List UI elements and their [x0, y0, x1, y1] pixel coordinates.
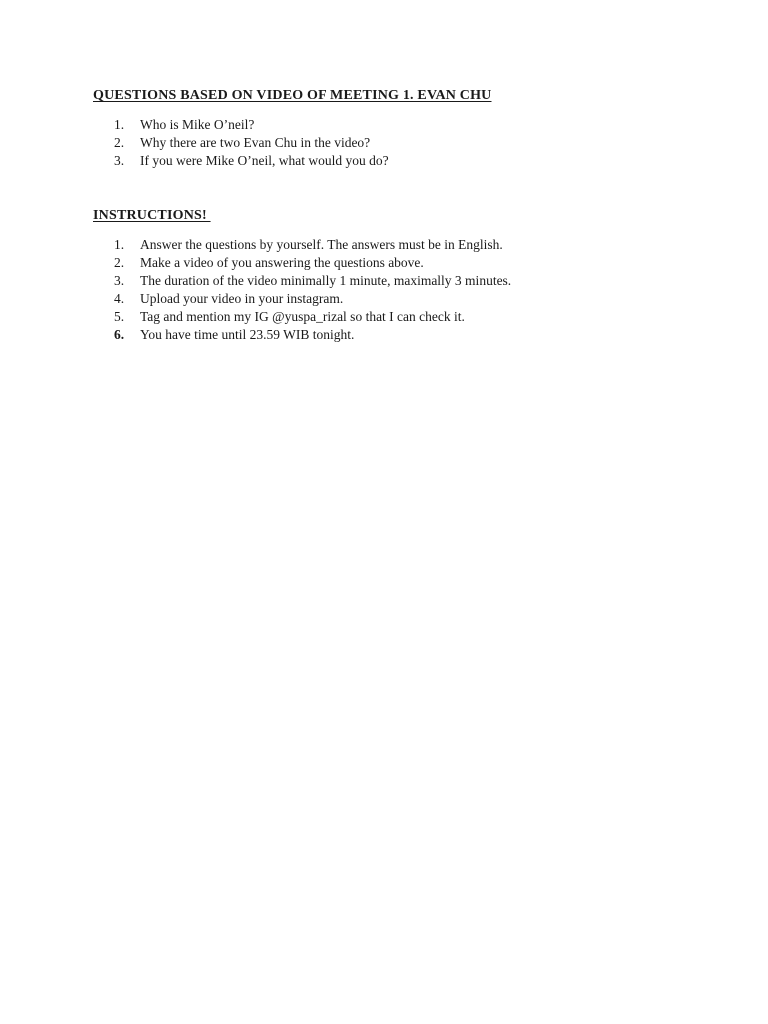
question-number: 2. [114, 135, 125, 150]
question-text: Why there are two Evan Chu in the video? [140, 135, 371, 150]
question-text: Who is Mike O’neil? [140, 117, 255, 132]
instruction-text: Make a video of you answering the questions above. [140, 255, 424, 270]
instruction-number: 3. [114, 273, 125, 288]
instruction-text: You have time until 23.59 WIB tonight. [140, 327, 355, 342]
instruction-text: Tag and mention my IG @yuspa_rizal so that I can check it. [140, 309, 465, 324]
instruction-number: 2. [114, 255, 125, 270]
question-number: 1. [114, 117, 125, 132]
instruction-number: 1. [114, 237, 125, 252]
questions-heading: QUESTIONS BASED ON VIDEO OF MEETING 1. EVAN CHU [93, 88, 492, 103]
instruction-number: 6. [114, 327, 125, 342]
instruction-number: 4. [114, 291, 125, 306]
instructions-heading: INSTRUCTIONS! [93, 208, 211, 223]
instruction-text: Answer the questions by yourself. The answers must be in English. [140, 237, 503, 252]
instruction-number: 5. [114, 309, 125, 324]
question-number: 3. [114, 153, 125, 168]
question-text: If you were Mike O’neil, what would you do? [140, 153, 389, 168]
instruction-text: The duration of the video minimally 1 minute, maximally 3 minutes. [140, 273, 512, 288]
instruction-text: Upload your video in your instagram. [140, 291, 344, 306]
